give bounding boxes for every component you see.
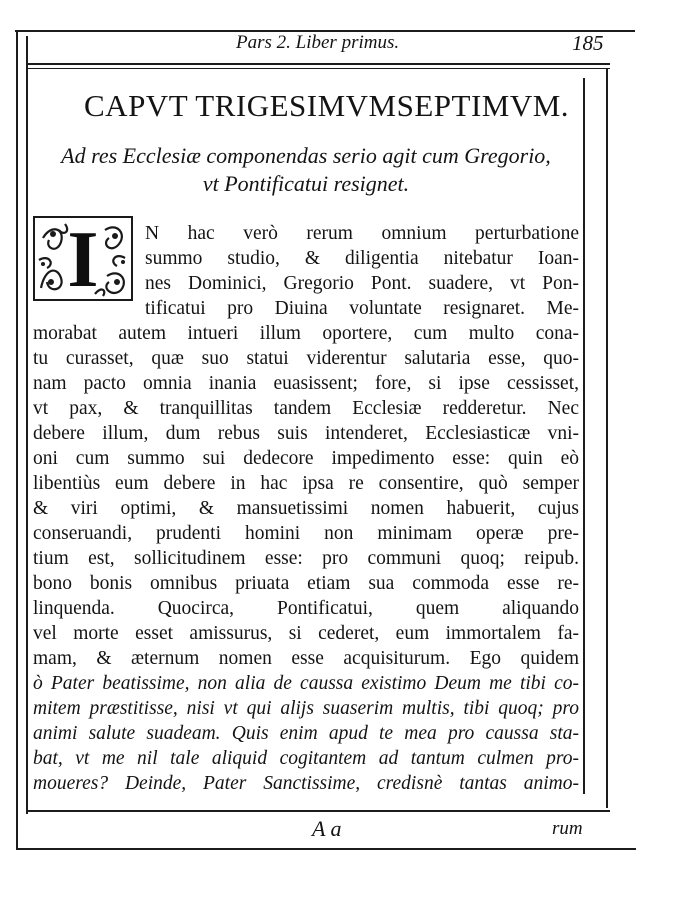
- bottom-rule: [26, 810, 610, 812]
- text-line: libentiùs eum debere in hac ipsa re consentire, quò semper: [33, 473, 579, 494]
- right-outer-rule: [606, 68, 608, 808]
- outer-left-rule: [16, 30, 18, 850]
- summary-line: vt Pontificatui resignet.: [202, 171, 410, 196]
- running-head: [0, 30, 687, 60]
- text-line: tificatui pro Diuina voluntate resignaret. Me-: [145, 298, 579, 319]
- chapter-title: CAPVT TRIGESIMVMSEPTIMVM.: [84, 88, 570, 123]
- signature-mark: A a: [312, 816, 342, 841]
- initial-letter: I: [67, 216, 99, 304]
- text-line: vel morte esset amissurus, si cederet, eum immortalem fa-: [33, 623, 579, 644]
- catchword: rum: [552, 818, 583, 839]
- text-line: linquenda. Quocirca, Pontificatui, quem aliquando: [33, 598, 579, 619]
- text-line: & viri optimi, & mansuetissimi nomen habuerit, cujus: [33, 498, 579, 519]
- header-rule-thin: [26, 68, 610, 69]
- text-line-italic: bat, vt me nil tale aliquid cogitantem ad tantum culmen pro-: [33, 748, 579, 769]
- text-line: morabat autem intueri illum oportere, cum multo cona-: [33, 323, 579, 344]
- text-line: conseruandi, prudenti homini non minimam operæ pre-: [33, 523, 579, 544]
- left-frame-rule: [26, 36, 28, 814]
- text-line: oni cum summo sui dedecore impedimento esse: quin eò: [33, 448, 579, 469]
- text-line: summo studio, & diligentia nitebatur Ioan-: [145, 248, 579, 269]
- text-line-italic: moueres? Deinde, Pater Sanctissime, credisnè tantas animo-: [33, 773, 579, 794]
- ornamental-initial: [33, 216, 133, 304]
- text-line: mam, & æternum nomen esse acquisiturum. Ego quidem: [33, 648, 579, 669]
- text-line-italic: mitem præstitisse, nisi vt qui alijs suaserim multis, tibi quoq; pro: [33, 698, 579, 719]
- text-line: N hac verò rerum omnium perturbatione: [145, 223, 579, 244]
- text-line-italic: animi salute suadeam. Quis enim apud te mea pro caussa sta-: [33, 723, 579, 744]
- text-line: bono bonis omnibus priuata etiam sua commoda esse re-: [33, 573, 579, 594]
- chapter-summary: [32, 142, 580, 198]
- text-line: debere illum, dum rebus suis intenderet, Ecclesiasticæ vni-: [33, 423, 579, 444]
- page-number: 185: [572, 31, 604, 55]
- header-rule: [26, 63, 610, 65]
- right-frame-rule: [583, 78, 585, 794]
- text-line: vt pax, & tranquillitas tandem Ecclesiæ redderetur. Nec: [33, 398, 579, 419]
- footer-rule: [16, 848, 636, 850]
- running-title: Pars 2. Liber primus.: [236, 32, 400, 53]
- text-line: nam pacto omnia inania euasissent; fore, si ipse cessisset,: [33, 373, 579, 394]
- text-line: nes Dominici, Gregorio Pont. suadere, vt Pon-: [145, 273, 579, 294]
- text-line: tu curasset, quæ suo statui viderentur salutaria esse, quo-: [33, 348, 579, 369]
- page-footer: [0, 816, 687, 846]
- summary-line: Ad res Ecclesiæ componendas serio agit cum Gregorio,: [61, 143, 551, 168]
- text-line-italic: ò Pater beatissime, non alia de caussa existimo Deum me tibi co-: [33, 673, 579, 694]
- text-line: tium est, sollicitudinem esse: pro communi quoq; reipub.: [33, 548, 579, 569]
